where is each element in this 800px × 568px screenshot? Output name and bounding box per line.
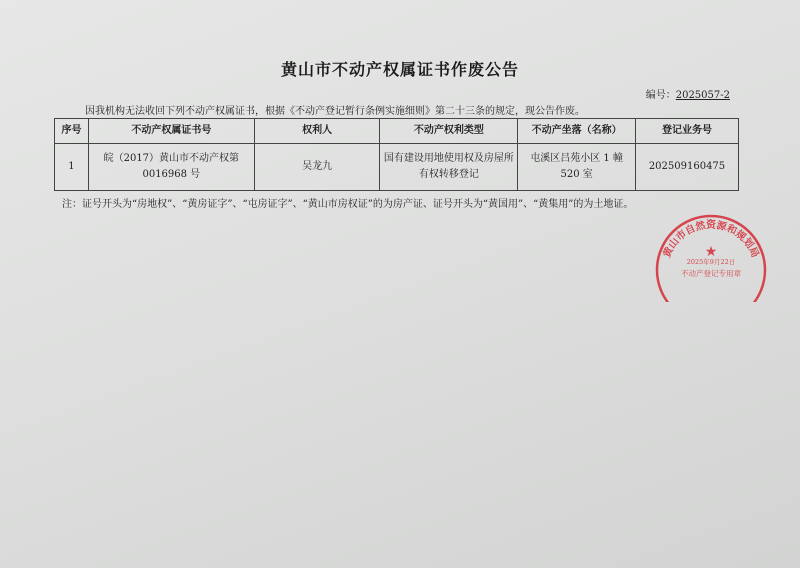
table-row	[55, 144, 739, 191]
column-header-location: 不动产坐落（名称）	[518, 119, 636, 144]
seal-date: 2025年9月22日	[686, 258, 736, 266]
column-header-holder: 权利人	[254, 119, 380, 144]
page-title: 黄山市不动产权属证书作废公告	[280, 60, 519, 79]
seal-org-text: 黄山市自然资源和规划局	[661, 220, 761, 260]
certificate-table	[54, 118, 739, 191]
right-type-line-2: 有权转移登记	[418, 169, 479, 180]
footnote: 注：证号开头为“房地权”、“黄房证字”、“屯房证字”、“黄山市房权证”的为房产证、证号开头为“黄国用”、“黄集用”的为土地证。	[62, 199, 634, 210]
column-header-seq: 序号	[55, 119, 89, 144]
cert-no-line-2: 0016968 号	[142, 169, 201, 180]
table-header-row	[55, 119, 739, 144]
document-number-value: 2025057-2	[675, 90, 730, 101]
right-type-line-1: 国有建设用地使用权及房屋所	[383, 153, 514, 164]
cell-right-type	[380, 144, 518, 191]
column-header-business-no: 登记业务号	[636, 119, 739, 144]
document-number-label: 编号：	[645, 90, 676, 101]
cell-seq: 1	[55, 144, 89, 191]
seal-purpose: 不动产登记专用章	[681, 269, 741, 278]
cell-holder: 吴龙九	[254, 144, 380, 191]
official-seal	[640, 210, 780, 302]
cell-business-no: 202509160475	[636, 144, 739, 191]
column-header-cert-no: 不动产权属证书号	[88, 119, 254, 144]
star-icon: ★	[704, 244, 718, 260]
intro-text: 因我机构无法收回下列不动产权属证书，根据《不动产登记暂行条例实施细则》第二十三条的规定，现公告作废。	[85, 106, 585, 117]
cell-cert-no	[88, 144, 254, 191]
cell-location: 屯溪区吕苑小区 1 幢 520 室	[518, 144, 636, 191]
column-header-right-type: 不动产权利类型	[380, 119, 518, 144]
cert-no-line-1: 皖（2017）黄山市不动产权第	[103, 153, 240, 164]
document-number	[646, 86, 730, 101]
